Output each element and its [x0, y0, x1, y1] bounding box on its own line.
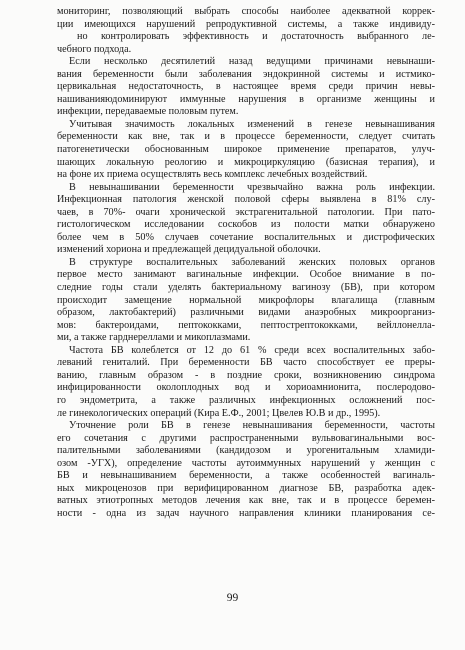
text-line: нашиванияюдоминируют иммунные нарушения в организме женщины и: [57, 93, 435, 105]
text-line: инфицированности околоплодных вод и хориоамнионита, послеродово-: [57, 382, 435, 394]
text-line: на фоне их приема осуществлять весь комплекс лечебных воздействий.: [57, 169, 368, 181]
text-line: чаев, в 70%- очаги хронической экстрагенитальной патологии. При пато-: [57, 206, 435, 218]
text-line: ции имеющихся нарушений репродуктивной системы, а также индивиду-: [57, 18, 435, 30]
text-line: патогенетически обоснованным широкое применение препаратов, улуч-: [57, 144, 435, 156]
text-line: го эндометрита, а также различных инфекционных осложнений пос-: [57, 394, 435, 406]
text-line: В структуре воспалительных заболеваний женских половых органов: [69, 256, 435, 268]
text-line: цервикальная недостаточность, в настоящее время среди причин невы-: [57, 81, 435, 93]
text-line: вания беременности были заболевания эндокринной системы и истмико-: [57, 68, 435, 80]
text-line: озом -УГХ), определение частоты аутоиммунных нарушений у женщин с: [57, 457, 435, 469]
text-line: БВ и невынашиванием беременности, а также особенностей вагиналь-: [57, 470, 435, 482]
text-line: его сочетания с другими распространенными вульвовагинальными вос-: [57, 432, 435, 444]
text-line: Частота БВ колеблется от 12 до 61 % среди всех воспалительных забо-: [69, 344, 435, 356]
text-line: ле гинекологических операций (Кира Е.Ф., 2001; Цвелев Ю.В и др., 1995).: [57, 407, 381, 419]
text-line: ных микроценозов при верифицированном диагнозе БВ, разработка адек-: [57, 482, 435, 494]
text-line: ватных этиотропных методов лечения как вне, так и в процессе беремен-: [57, 495, 435, 507]
body-text: [57, 6, 435, 520]
text-line: ванию, главным образом - в поздние сроки, возникновению синдрома: [57, 369, 435, 381]
text-line: мов: бактероидами, пептококками, пептострептококками, вейллонелла-: [57, 319, 435, 331]
text-line: ности - одна из задач научного направления клиники планирования се-: [57, 507, 435, 519]
text-line: шающих локальную реологию и микроциркуляцию (базисная терапия), и: [57, 156, 435, 168]
text-line: гистологическом исследовании соскобов из полости матки обнаружено: [57, 219, 435, 231]
page-number: 99: [226, 592, 239, 604]
text-line: следние годы стали уделять бактериальному вагинозу (БВ), при котором: [57, 282, 435, 294]
text-line: ми, а также гарднереллами и микоплазмами.: [57, 332, 251, 344]
text-line: В невынашивании беременности чрезвычайно важна роль инфекции.: [69, 181, 435, 193]
text-line: первое место занимают вагинальные инфекции. Особое внимание в по-: [57, 269, 435, 281]
text-line: образом, лактобактерий) различными видами анаэробных микроорганиз-: [57, 307, 435, 319]
text-line: инфекции, передаваемые половым путем.: [57, 106, 239, 118]
text-line: более чем в 50% случаев сочетание воспалительных и дистрофических: [57, 231, 435, 243]
text-line: беременности как вне, так и в процессе беременности, следует считать: [57, 131, 435, 143]
text-line: леваний гениталий. При беременности БВ часто способствует ее преры-: [57, 357, 435, 369]
text-line: изменений хориона и предлежащей децидуальной оболочки.: [57, 244, 321, 256]
text-line: происходит замещение нормальной микрофлоры влагалища (главным: [57, 294, 435, 306]
text-line: чебного подхода.: [57, 43, 132, 55]
text-line: Уточнение роли БВ в генезе невынашивания беременности, частоты: [69, 420, 435, 432]
text-line: Учитывая значимость локальных изменений в генезе невынашивания: [69, 118, 435, 130]
text-line: мониторинг, позволяющий выбрать способы наиболее адекватной коррек-: [57, 6, 435, 17]
text-line: Если несколько десятилетий назад ведущими причинами невынаши-: [69, 56, 435, 68]
text-line: палительными заболеваниями (кандидозом и урогенитальным хламиди-: [57, 445, 435, 457]
text-line: но контролировать эффективность и достаточность выбранного ле-: [77, 31, 435, 43]
text-line: Инфекционная патология женской половой сферы выявлена в 81% слу-: [57, 194, 435, 206]
